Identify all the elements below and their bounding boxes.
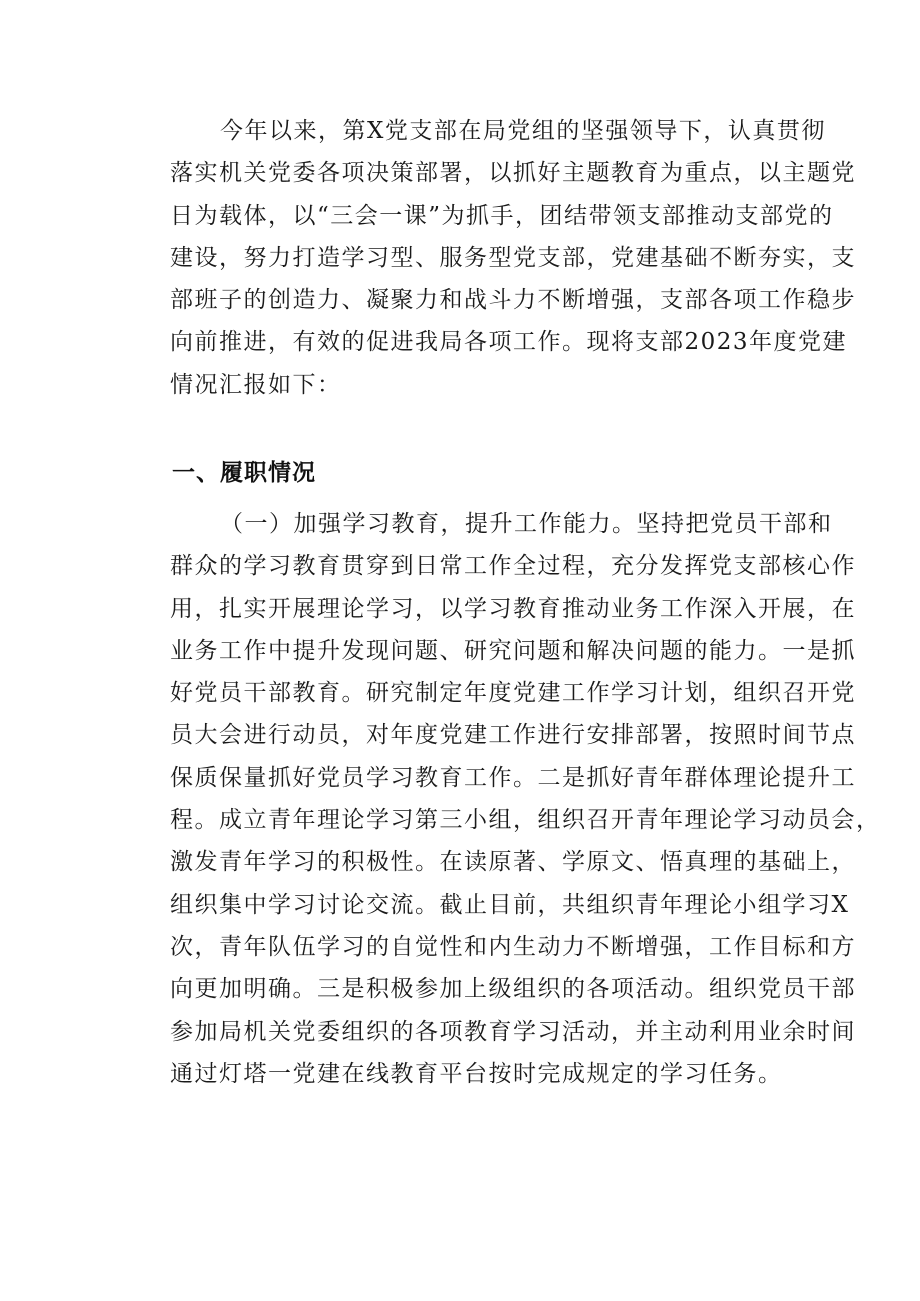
body-line: 好党员干部教育。研究制定年度党建工作学习计划，组织召开党 (170, 680, 856, 707)
intro-line: 日为载体，以“三会一课”为抓手，团结带领支部推动支部党的 (170, 202, 834, 229)
section-heading: 一、履职情况 (172, 460, 316, 486)
intro-line: 情况汇报如下： (170, 371, 342, 398)
body-line: 业务工作中提升发现问题、研究问题和解决问题的能力。一是抓 (170, 637, 856, 664)
body-line: 员大会进行动员，对年度党建工作进行安排部署，按照时间节点 (170, 722, 856, 749)
intro-paragraph (170, 110, 856, 406)
body-line: 群众的学习教育贯穿到日常工作全过程，充分发挥党支部核心作 (170, 553, 856, 580)
body-line: 向更加明确。三是积极参加上级组织的各项活动。组织党员干部 (170, 976, 856, 1003)
body-line: 参加局机关党委组织的各项教育学习活动，并主动利用业余时间 (170, 1018, 856, 1045)
intro-line: 部班子的创造力、凝聚力和战斗力不断增强，支部各项工作稳步 (170, 287, 856, 314)
body-line: 激发青年学习的积极性。在读原著、学原文、悟真理的基础上， (170, 849, 856, 876)
intro-line: 落实机关党委各项决策部署，以抓好主题教育为重点，以主题党 (170, 160, 856, 187)
body-line: 次，青年队伍学习的自觉性和内生动力不断增强，工作目标和方 (170, 933, 856, 960)
body-line: （一）加强学习教育，提升工作能力。坚持把党员干部和 (220, 511, 833, 537)
body-line: 组织集中学习讨论交流。截止目前，共组织青年理论小组学习X (170, 891, 850, 918)
body-line: 保质保量抓好党员学习教育工作。二是抓好青年群体理论提升工 (170, 764, 856, 791)
body-paragraph (170, 503, 881, 1095)
intro-line: 向前推进，有效的促进我局各项工作。现将支部2023年度党建 (170, 329, 848, 356)
body-line: 通过灯塔一党建在线教育平台按时完成规定的学习任务。 (170, 1060, 783, 1087)
intro-line: 今年以来，第X党支部在局党组的坚强领导下，认真贯彻 (220, 118, 826, 144)
body-line: 用，扎实开展理论学习，以学习教育推动业务工作深入开展，在 (170, 595, 856, 622)
body-line: 程。成立青年理论学习第三小组，组织召开青年理论学习动员会， (170, 807, 881, 834)
intro-line: 建设，努力打造学习型、服务型党支部，党建基础不断夯实，支 (170, 244, 856, 271)
